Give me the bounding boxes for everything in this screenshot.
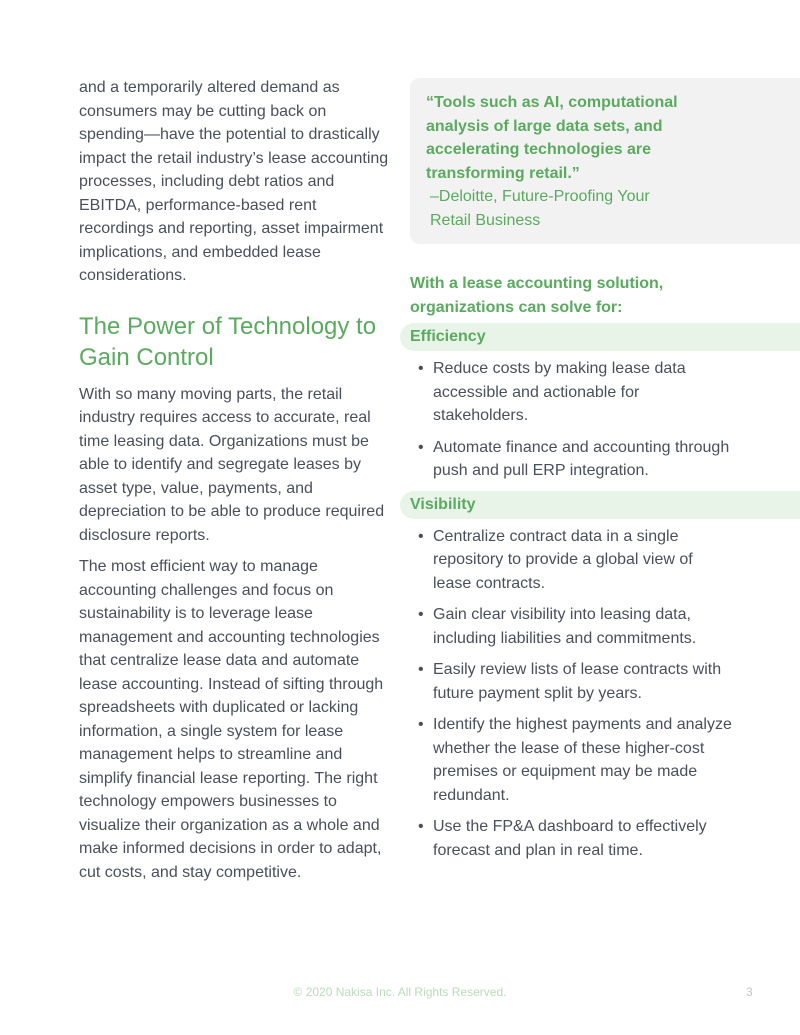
quote-source: –Deloitte, Future-Proofing Your Retail Business [430,188,650,229]
footer-copyright: © 2020 Nakisa Inc. All Rights Reserved. [293,985,507,999]
list-item [418,658,733,705]
list-item-text: Identify the highest payments and analyze whether the lease of these higher-cost premises or equipment may be made redundant. [433,716,732,804]
list-item [418,436,733,483]
page-number: 3 [746,985,753,999]
bullet-icon: • [418,661,424,678]
left-column [79,76,389,884]
list-item [418,357,733,428]
bullet-icon: • [418,527,424,545]
list-item [418,713,733,807]
section-band-visibility: Visibility [400,491,800,519]
solution-intro: With a lease accounting solution, organizations can solve for: [410,275,664,316]
list-item-text: Easily review lists of lease contracts with future payment split by years. [433,661,722,702]
list-item [418,815,733,862]
section-heading: The Power of Technology to Gain Control [79,312,377,371]
quote-text: “Tools such as AI, computational analysis of large data sets, and accelerating technologies are transforming retail.” [426,94,678,182]
bullet-icon: • [418,606,424,623]
technology-paragraph: With so many moving parts, the retail industry requires access to accurate, real time leasing data. Organizations must be able to identify and segregate leases by asset type, value, payments, and depreciation to be able to produce required disclosure reports. [79,385,385,544]
bullet-icon: • [418,818,424,835]
visibility-list [400,525,800,863]
intro-paragraph: and a temporarily altered demand as consumers may be cutting back on spending—have the potential to drastically impact the retail industry’s lease accounting processes, including debt ratios and EBITDA, performance-based rent recordings and reporting, asset impairment implications, and embedded lease considerations. [79,79,389,284]
list-item [418,525,733,596]
quote-callout [410,78,800,244]
list-item-text: Centralize contract data in a single repository to provide a global view of lease contracts. [433,527,693,592]
efficiency-paragraph: The most efficient way to manage accounting challenges and focus on sustainability is to leverage lease management and accounting technologies that centralize lease data and automate lease accounting. Instead of sifting through spreadsheets with duplicated or lacking information, a single system for lease management helps to streamline and simplify financial lease reporting. The right technology empowers businesses to visualize their organization as a whole and make informed decisions in order to adapt, cut costs, and stay competitive. [79,558,384,881]
bullet-icon: • [418,716,424,733]
list-item [418,603,733,650]
bullet-icon: • [418,360,424,377]
bullet-icon: • [418,438,424,456]
list-item-text: Automate finance and accounting through push and pull ERP integration. [433,438,730,479]
list-item-text: Use the FP&A dashboard to effectively forecast and plan in real time. [433,818,707,859]
right-column [400,272,800,870]
section-band-efficiency: Efficiency [400,323,800,351]
list-item-text: Reduce costs by making lease data accessible and actionable for stakeholders. [433,360,686,424]
efficiency-list [400,357,800,483]
list-item-text: Gain clear visibility into leasing data, including liabilities and commitments. [433,606,697,647]
